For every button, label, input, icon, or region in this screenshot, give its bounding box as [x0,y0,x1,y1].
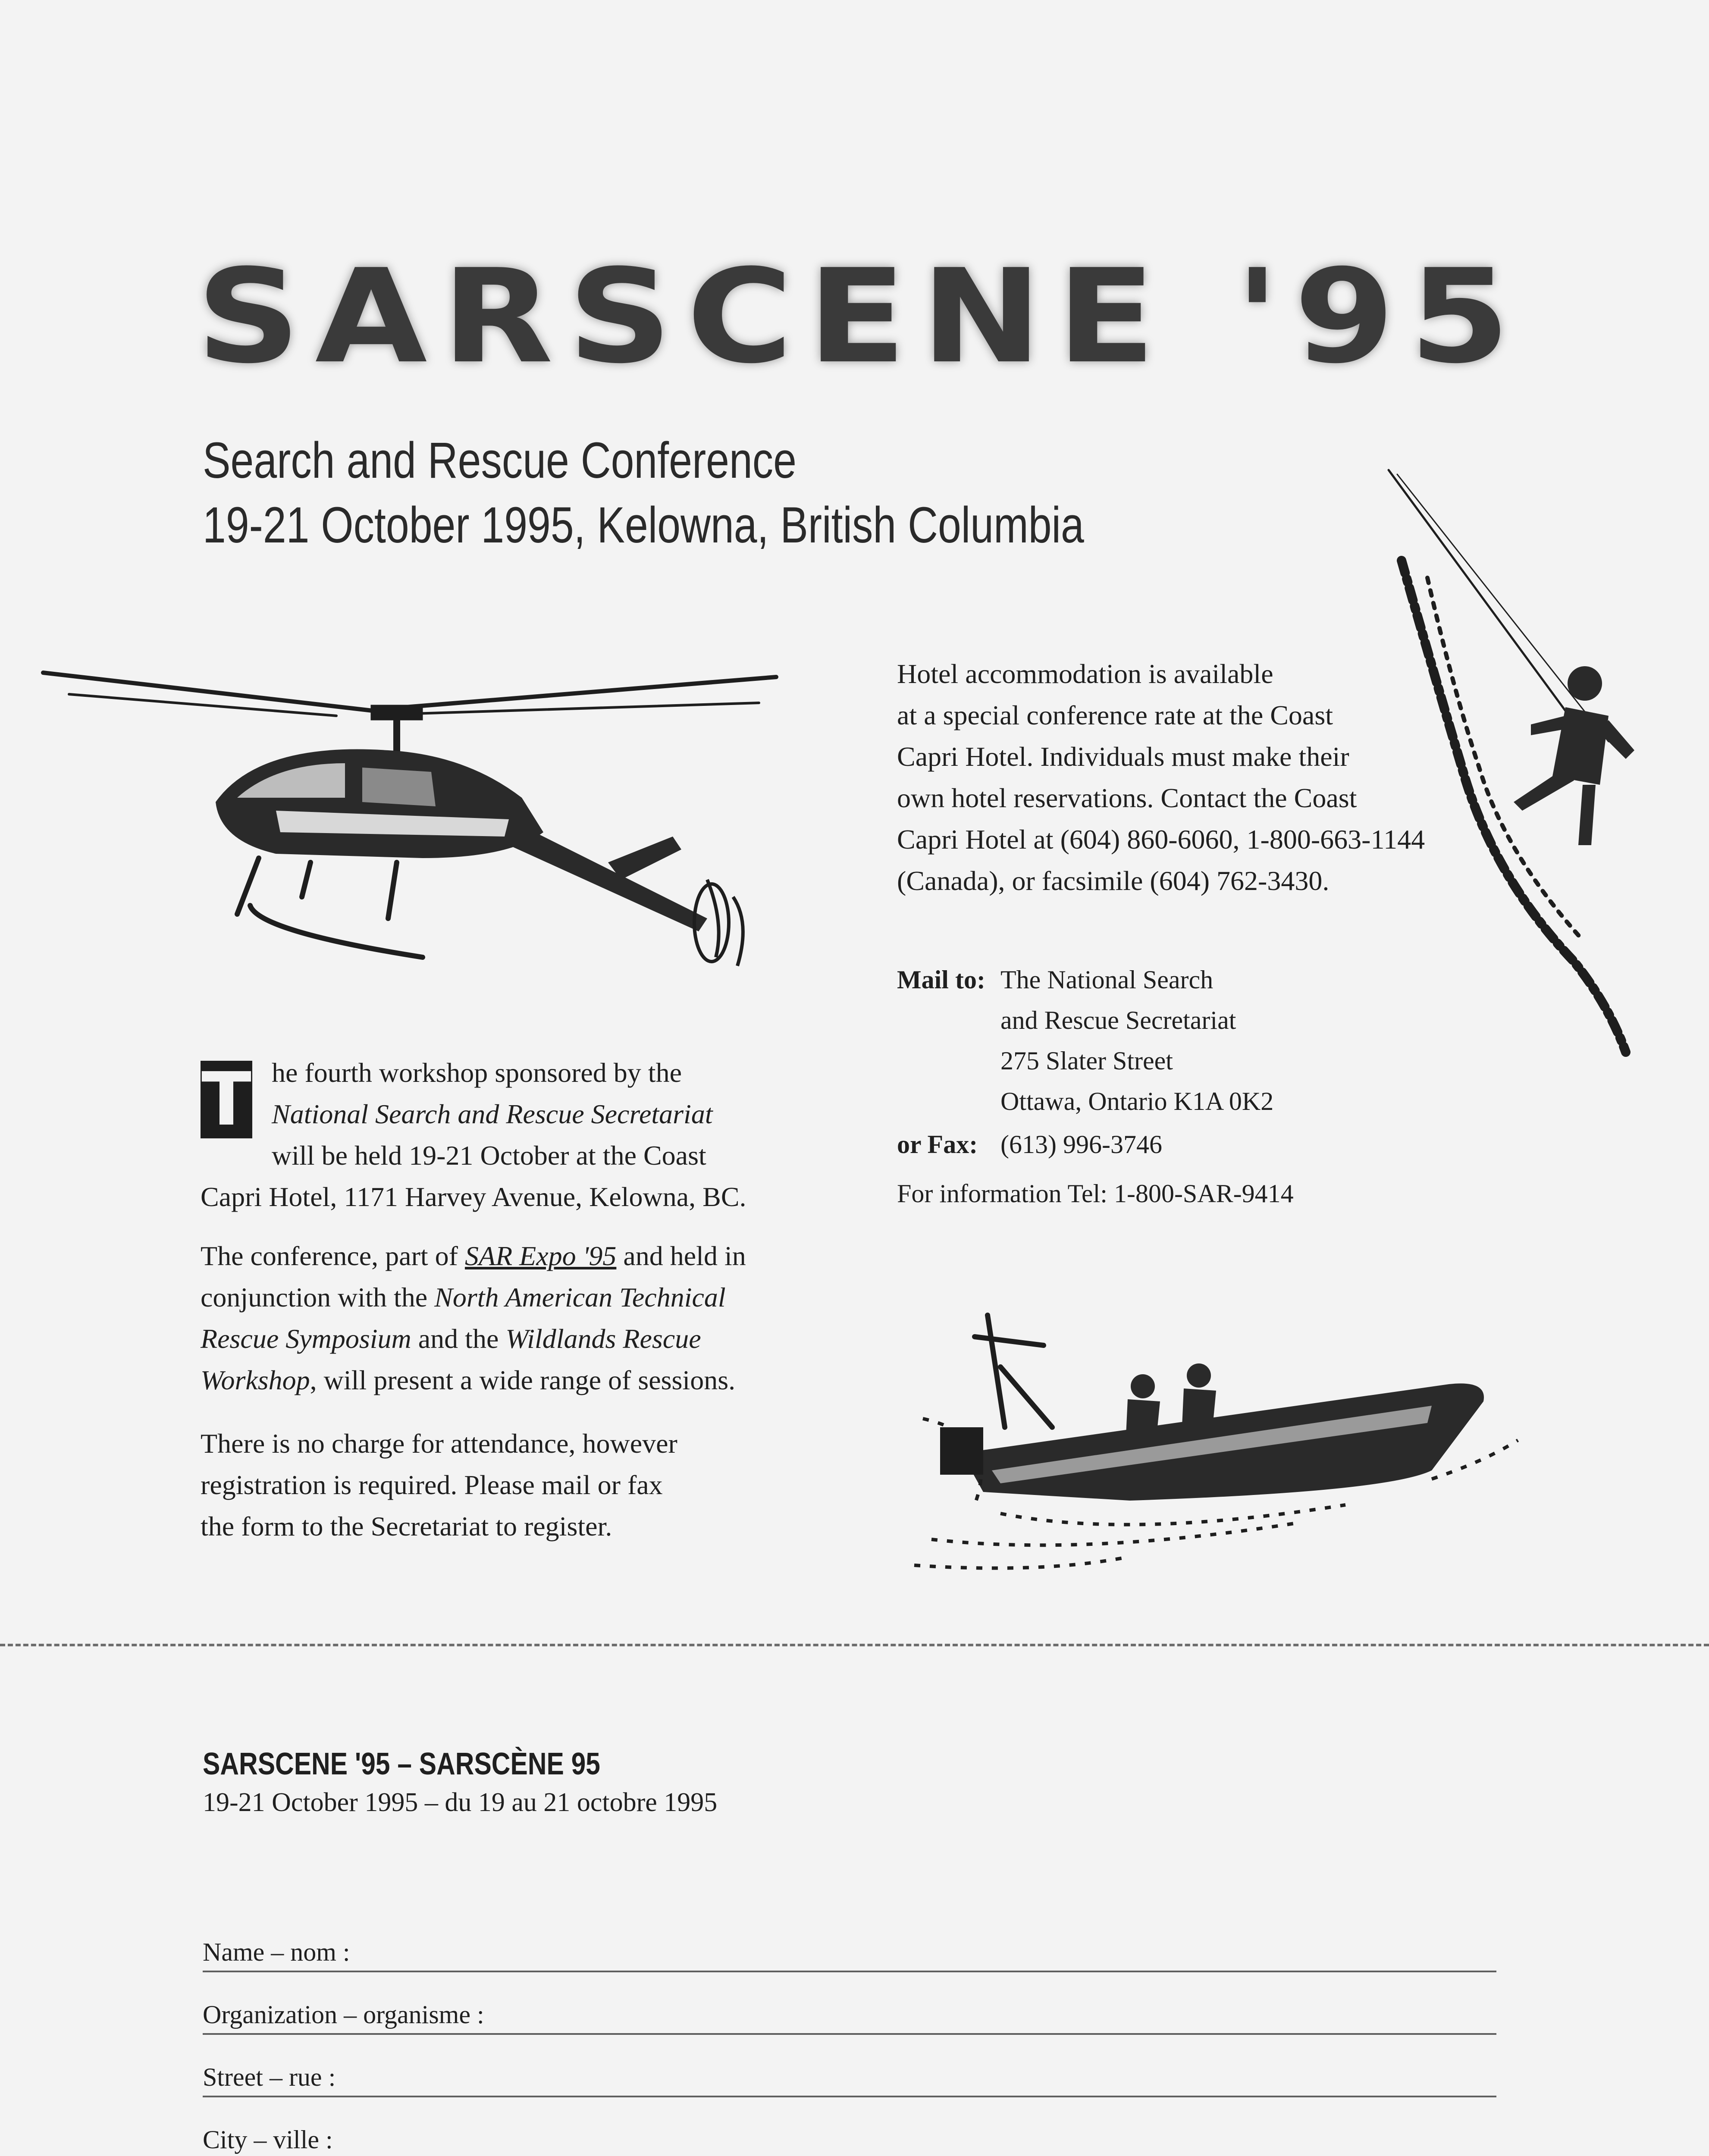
sar-expo-name: SAR Expo '95 [464,1241,617,1271]
street-label: Street – rue : [203,2063,336,2091]
intro-line: Capri Hotel, 1171 Harvey Avenue, Kelowna, BC. [201,1181,746,1212]
mail-address-line: Ottawa, Ontario K1A 0K2 [1000,1087,1274,1116]
secretariat-name: National Search and Rescue Secretariat [272,1099,713,1129]
charge-line: registration is required. Please mail or fax [201,1470,663,1500]
hotel-line: own hotel reservations. Contact the Coast [897,783,1357,813]
mail-to-label: Mail to: [897,965,985,994]
helicopter-icon [34,655,793,983]
mail-address-line: 275 Slater Street [1000,1047,1173,1075]
conference-subtitle: Search and Rescue Conference [203,432,796,489]
rescue-boat-icon [914,1298,1527,1574]
fax-number: (613) 996-3746 [1000,1130,1162,1159]
charge-line: There is no charge for attendance, however [201,1428,677,1459]
mail-address-line: The National Search [1000,965,1214,994]
hotel-line: (Canada), or facsimile (604) 762-3430. [897,865,1330,896]
hotel-line: Hotel accommodation is available [897,658,1273,689]
hotel-line: at a special conference rate at the Coast [897,700,1333,730]
organization-field[interactable] [203,1986,1496,2035]
charge-line: the form to the Secretariat to register. [201,1511,612,1542]
hotel-line: Capri Hotel at (604) 860-6060, 1-800-663-1144 [897,824,1425,855]
form-title: SARSCENE '95 – SARSCÈNE 95 [203,1747,600,1781]
name-label: Name – nom : [203,1938,350,1966]
intro-line: he fourth workshop sponsored by the [272,1057,682,1088]
workshop-name: Wildlands Rescue Workshop [201,1323,701,1395]
registration-paragraph [201,1423,774,1547]
page-title: SARSCENE '95 [196,241,1525,392]
fax-label: or Fax: [897,1130,978,1159]
form-dates: 19-21 October 1995 – du 19 au 21 octobre 1995 [203,1788,718,1817]
cut-line-divider [0,1644,1709,1646]
symposium-name: North American Technical Rescue Symposium [201,1282,726,1354]
mail-address-line: and Rescue Secretariat [1000,1006,1236,1034]
info-phone: For information Tel: 1-800-SAR-9414 [897,1179,1294,1208]
conf-text: The conference, part of [201,1241,465,1271]
conference-dates-location: 19-21 October 1995, Kelowna, British Columbia [203,497,1084,554]
name-field[interactable] [203,1923,1496,1972]
conf-text: , will present a wide range of sessions. [310,1365,736,1395]
city-field[interactable] [203,2111,1496,2156]
intro-paragraph [201,1052,765,1218]
dropcap: T [201,1061,252,1138]
hotel-line: Capri Hotel. Individuals must make their [897,741,1349,772]
city-label: City – ville : [203,2125,333,2154]
intro-line-italic [201,1094,765,1135]
conf-text: and held in conjunction with the [201,1241,746,1313]
organization-label: Organization – organisme : [203,2000,484,2029]
street-field[interactable] [203,2048,1496,2097]
intro-line: will be held 19-21 October at the Coast [272,1140,706,1171]
conference-paragraph [201,1235,774,1401]
conf-text: and the [411,1323,506,1354]
contact-block [897,959,1501,1214]
